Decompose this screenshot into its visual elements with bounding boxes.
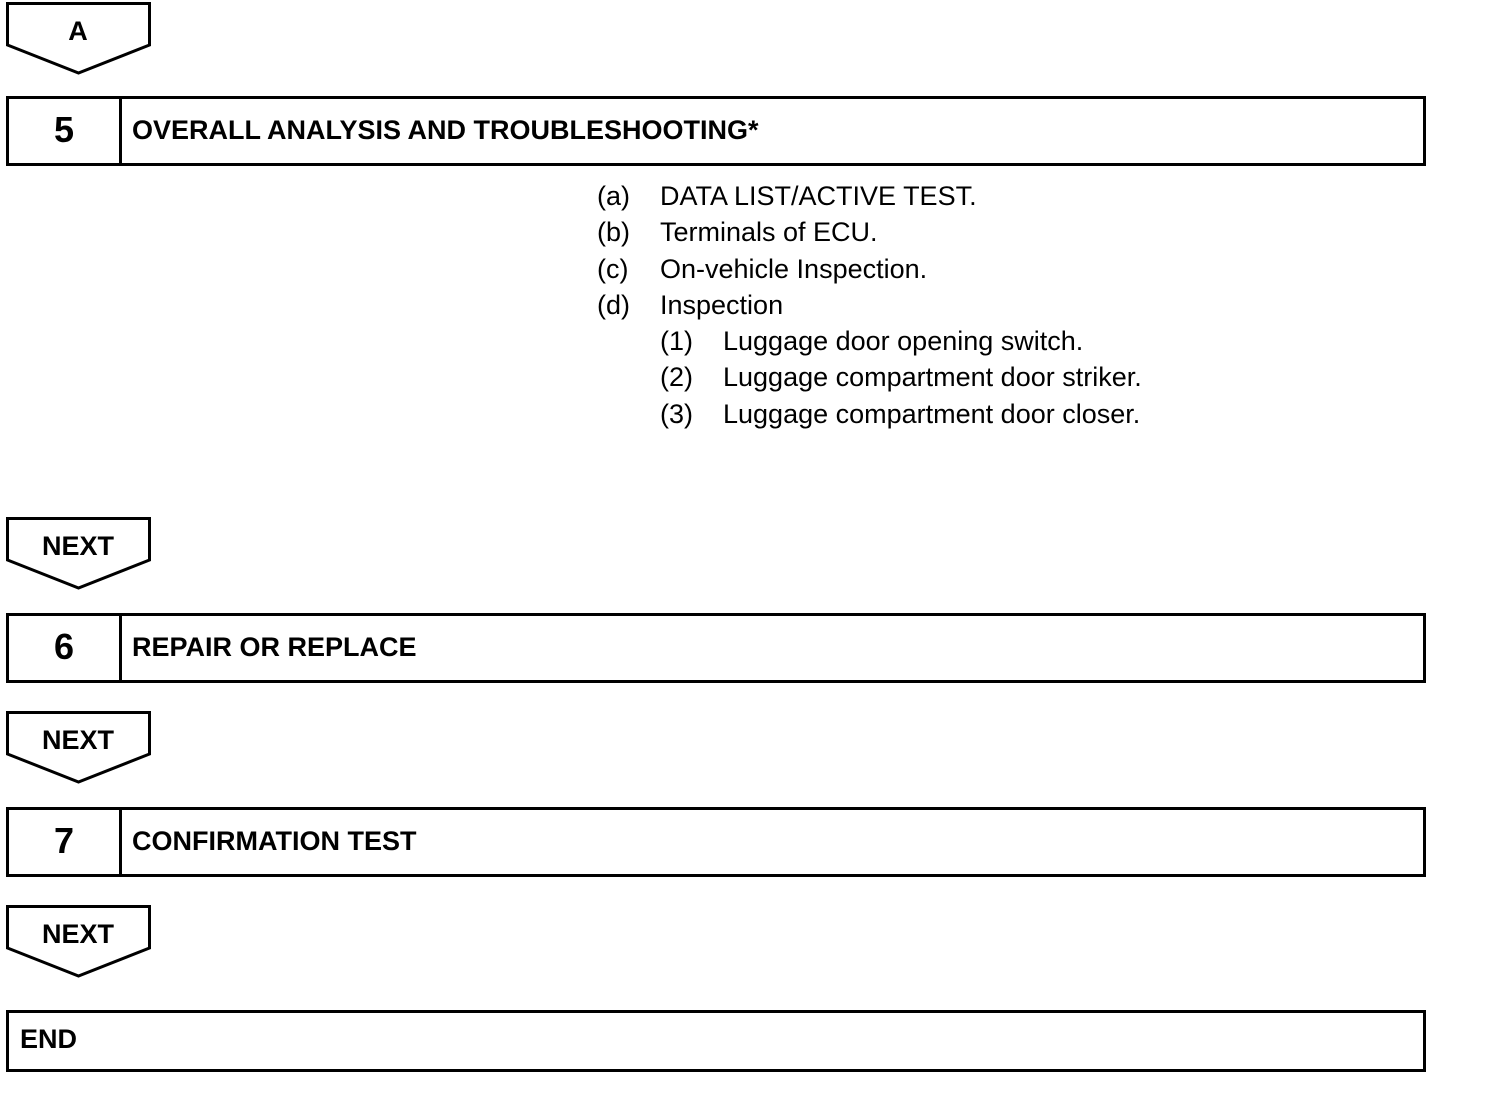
next-connector-label: NEXT: [41, 919, 114, 949]
next-connector-label: NEXT: [41, 531, 114, 561]
step-title: CONFIRMATION TEST: [132, 826, 417, 856]
step-title: REPAIR OR REPLACE: [132, 632, 417, 662]
start-connector-label: A: [68, 16, 88, 46]
start-connector-tag: [6, 2, 152, 75]
step-number: 5: [9, 99, 122, 163]
end-box: [6, 1010, 1426, 1072]
list-item-label: (a): [597, 181, 630, 211]
step-7-box: [6, 807, 1426, 877]
list-item-label: (b): [597, 217, 630, 248]
sub-list-item-text: Luggage compartment door closer.: [723, 398, 1141, 429]
list-item-text: On-vehicle Inspection.: [660, 253, 928, 284]
next-connector-label: NEXT: [41, 725, 114, 755]
sub-list-item-label: (1): [660, 326, 693, 357]
end-label: END: [20, 1024, 78, 1054]
sub-list-item-label: (3): [660, 398, 693, 429]
sub-list-item-text: Luggage door opening switch.: [723, 326, 1084, 357]
step-number: 6: [9, 616, 122, 680]
list-item-text: DATA LIST/ACTIVE TEST.: [660, 181, 977, 211]
list-item-text: Inspection: [660, 289, 784, 320]
step-5-box: [6, 96, 1426, 166]
next-connector-tag: [6, 711, 152, 784]
list-item-text: Terminals of ECU.: [660, 217, 878, 248]
list-item-label: (d): [597, 289, 630, 320]
sub-list-item-label: (2): [660, 362, 693, 393]
list-item-label: (c): [597, 253, 629, 284]
step-number: 7: [9, 810, 122, 874]
next-connector-tag: [6, 905, 152, 978]
sub-list-item-text: Luggage compartment door striker.: [723, 362, 1142, 393]
step-title: OVERALL ANALYSIS AND TROUBLESHOOTING*: [132, 115, 759, 145]
step-6-box: [6, 613, 1426, 683]
next-connector-tag: [6, 517, 152, 590]
